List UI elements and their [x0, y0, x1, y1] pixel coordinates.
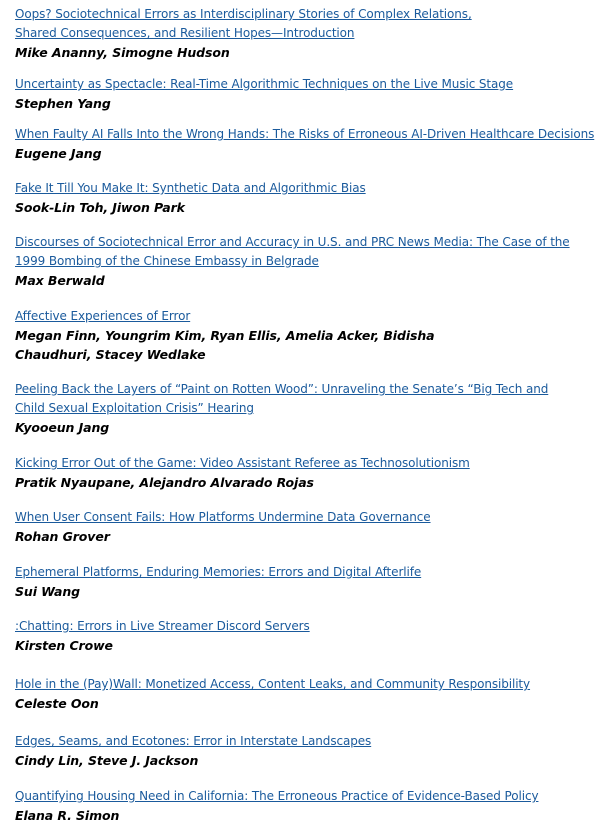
article-authors: Eugene Jang: [15, 146, 102, 161]
article-authors: Kirsten Crowe: [15, 638, 113, 653]
article-title-link[interactable]: Ephemeral Platforms, Enduring Memories: Errors and Digital Afterlife: [15, 565, 422, 579]
article-authors: Celeste Oon: [15, 696, 99, 711]
article-entry: [15, 563, 595, 601]
article-entry: [15, 380, 595, 437]
article-entry: [15, 233, 595, 290]
article-authors: Rohan Grover: [15, 529, 110, 544]
article-title-link[interactable]: Uncertainty as Spectacle: Real-Time Algorithmic Techniques on the Live Music Stage: [15, 77, 514, 91]
article-authors: Pratik Nyaupane, Alejandro Alvarado Rojas: [15, 475, 314, 490]
article-title-link[interactable]: Fake It Till You Make It: Synthetic Data and Algorithmic Bias: [15, 181, 366, 195]
article-title-link[interactable]: When User Consent Fails: How Platforms Undermine Data Governance: [15, 510, 431, 524]
article-authors: Stephen Yang: [15, 96, 111, 111]
article-authors: Cindy Lin, Steve J. Jackson: [15, 753, 199, 768]
article-entry: [15, 617, 595, 655]
article-title-link[interactable]: Peeling Back the Layers of “Paint on Rotten Wood”: Unraveling the Senate’s “Big Tech and Child Sexual Exploitation Crisis” Hearing: [15, 382, 549, 415]
article-title-link[interactable]: Oops? Sociotechnical Errors as Interdisciplinary Stories of Complex Relations, Shared Consequences, and Resilient Hopes—Introduction: [15, 7, 472, 40]
article-title-link[interactable]: Quantifying Housing Need in California: The Erroneous Practice of Evidence-Based Policy: [15, 789, 539, 803]
article-title-link[interactable]: Kicking Error Out of the Game: Video Assistant Referee as Technosolutionism: [15, 456, 470, 470]
article-entry: [15, 307, 595, 364]
article-title-link[interactable]: When Faulty AI Falls Into the Wrong Hands: The Risks of Erroneous AI-Driven Healthcare Decisions: [15, 127, 595, 141]
article-entry: [15, 675, 595, 713]
article-title-link[interactable]: Discourses of Sociotechnical Error and Accuracy in U.S. and PRC News Media: The Case of the 1999 Bombing of the Chinese Embassy in Belgrade: [15, 235, 570, 268]
article-entry: [15, 732, 595, 770]
article-title-link[interactable]: Affective Experiences of Error: [15, 309, 191, 323]
article-authors: Sook-Lin Toh, Jiwon Park: [15, 200, 185, 215]
article-authors: Mike Ananny, Simogne Hudson: [15, 45, 230, 60]
article-entry: [15, 454, 595, 492]
article-entry: [15, 125, 595, 163]
article-entry: [15, 508, 595, 546]
article-title-link[interactable]: Edges, Seams, and Ecotones: Error in Interstate Landscapes: [15, 734, 372, 748]
article-authors: Megan Finn, Youngrim Kim, Ryan Ellis, Amelia Acker, Bidisha Chaudhuri, Stacey Wedlake: [15, 328, 435, 362]
article-authors: Max Berwald: [15, 273, 105, 288]
article-authors: Elana R. Simon: [15, 808, 120, 823]
article-entry: [15, 787, 595, 825]
article-entry: [15, 75, 595, 113]
article-entry: [15, 5, 595, 62]
article-title-link[interactable]: :Chatting: Errors in Live Streamer Discord Servers: [15, 619, 310, 633]
article-title-link[interactable]: Hole in the (Pay)Wall: Monetized Access, Content Leaks, and Community Responsibility: [15, 677, 531, 691]
article-entry: [15, 179, 595, 217]
article-authors: Sui Wang: [15, 584, 80, 599]
article-authors: Kyooeun Jang: [15, 420, 110, 435]
